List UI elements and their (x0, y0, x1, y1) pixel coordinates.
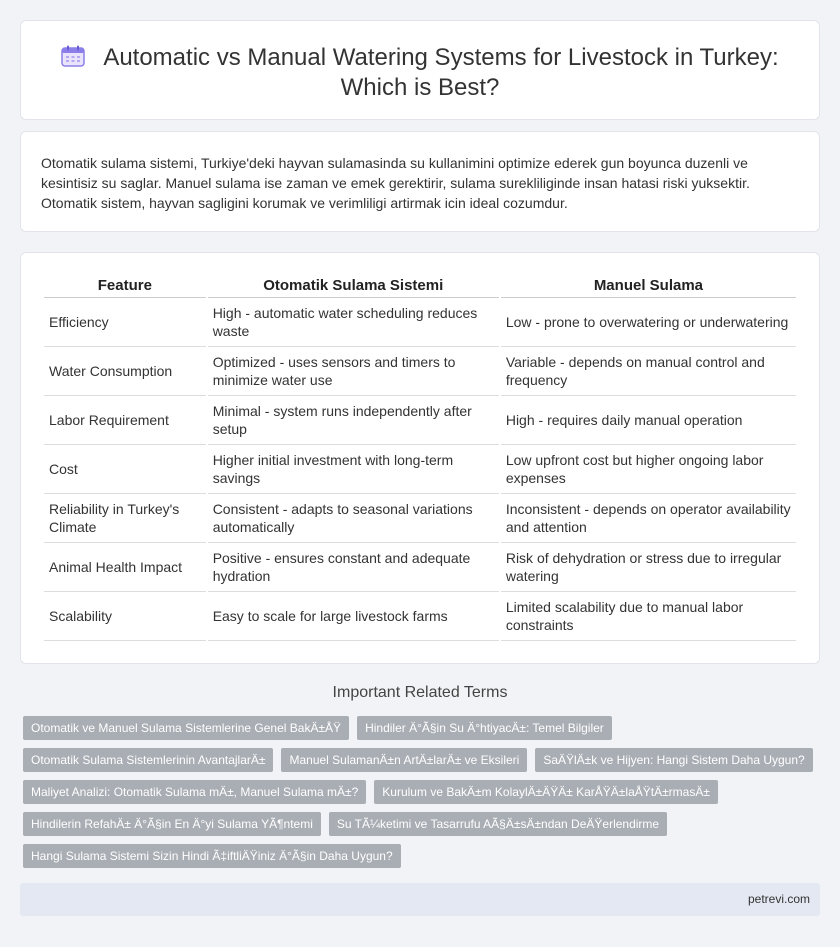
manual-cell: High - requires daily manual operation (501, 396, 796, 445)
related-term-tag[interactable]: Hindiler Ä°Ã§in Su Ä°htiyacÄ±: Temel Bilgiler (357, 716, 612, 740)
comparison-table (42, 274, 798, 641)
feature-cell: Scalability (44, 592, 206, 641)
tag-row (23, 844, 813, 868)
manual-cell: Low upfront cost but higher ongoing labor expenses (501, 445, 796, 494)
tag-row (23, 716, 813, 740)
table-row (44, 396, 796, 445)
calendar-icon (61, 45, 85, 67)
related-term-tag[interactable]: Otomatik ve Manuel Sulama Sistemlerine Genel BakÄ±ÅŸ (23, 716, 349, 740)
table-row (44, 347, 796, 396)
intro-paragraph: Otomatik sulama sistemi, Turkiye'deki hayvan sulamasinda su kullanimini optimize ederek gun boyunca duzenli ve kesintisiz su saglar. Manuel sulama ise zaman ve emek gerektirir, sulama surekliliginde insan hatasi riski yuksektir. Otomatik sistem, hayvan sagligini korumak ve verimliligi artirmak icin ideal cozumdur. (41, 155, 750, 211)
related-term-tag[interactable]: Otomatik Sulama Sistemlerinin AvantajlarÄ± (23, 748, 273, 772)
table-row (44, 494, 796, 543)
table-row (44, 298, 796, 347)
feature-cell: Cost (44, 445, 206, 494)
feature-cell: Reliability in Turkey's Climate (44, 494, 206, 543)
automatic-cell: High - automatic water scheduling reduces waste (208, 298, 499, 347)
tag-row (23, 780, 813, 804)
related-terms-title: Important Related Terms (332, 684, 508, 701)
related-term-tag[interactable]: Su TÃ¼ketimi ve Tasarrufu AÃ§Ä±sÄ±ndan DeÄŸerlendirme (329, 812, 667, 836)
title-card (20, 20, 820, 120)
table-row (44, 543, 796, 592)
automatic-cell: Consistent - adapts to seasonal variations automatically (208, 494, 499, 543)
page-title: Automatic vs Manual Watering Systems for Livestock in Turkey: Which is Best? (103, 44, 779, 101)
intro-card (20, 131, 820, 232)
automatic-cell: Optimized - uses sensors and timers to minimize water use (208, 347, 499, 396)
manual-cell: Limited scalability due to manual labor constraints (501, 592, 796, 641)
feature-cell: Efficiency (44, 298, 206, 347)
manual-cell: Risk of dehydration or stress due to irregular watering (501, 543, 796, 592)
manual-cell: Variable - depends on manual control and frequency (501, 347, 796, 396)
manual-cell: Inconsistent - depends on operator availability and attention (501, 494, 796, 543)
header-feature: Feature (44, 274, 206, 298)
feature-cell: Animal Health Impact (44, 543, 206, 592)
table-row (44, 592, 796, 641)
related-term-tag[interactable]: Hindilerin RefahÄ± Ä°Ã§in En Ä°yi Sulama YÃ¶ntemi (23, 812, 321, 836)
header-automatic: Otomatik Sulama Sistemi (208, 274, 499, 298)
comparison-card (20, 252, 820, 664)
related-term-tag[interactable]: Manuel SulamanÄ±n ArtÄ±larÄ± ve Eksileri (281, 748, 527, 772)
related-term-tag[interactable]: Hangi Sulama Sistemi Sizin Hindi Ã‡iftliÄŸiniz Ä°Ã§in Daha Uygun? (23, 844, 401, 868)
automatic-cell: Easy to scale for large livestock farms (208, 592, 499, 641)
page-title-wrap (21, 43, 819, 103)
tag-row (23, 812, 813, 836)
table-header-row (44, 274, 796, 298)
related-term-tag[interactable]: SaÄŸlÄ±k ve Hijyen: Hangi Sistem Daha Uygun? (535, 748, 812, 772)
feature-cell: Water Consumption (44, 347, 206, 396)
manual-cell: Low - prone to overwatering or underwatering (501, 298, 796, 347)
header-manual: Manuel Sulama (501, 274, 796, 298)
tag-row (23, 748, 813, 772)
table-row (44, 445, 796, 494)
related-term-tag[interactable]: Maliyet Analizi: Otomatik Sulama mÄ±, Manuel Sulama mÄ±? (23, 780, 366, 804)
related-terms-list (23, 716, 813, 876)
feature-cell: Labor Requirement (44, 396, 206, 445)
related-term-tag[interactable]: Kurulum ve BakÄ±m KolaylÄ±ÄŸÄ± KarÅŸÄ±laÅŸtÄ±rmasÄ± (374, 780, 718, 804)
automatic-cell: Higher initial investment with long-term savings (208, 445, 499, 494)
footer-site-link[interactable]: petrevi.com (747, 892, 810, 906)
automatic-cell: Positive - ensures constant and adequate hydration (208, 543, 499, 592)
footer-bar (20, 883, 820, 916)
automatic-cell: Minimal - system runs independently after setup (208, 396, 499, 445)
